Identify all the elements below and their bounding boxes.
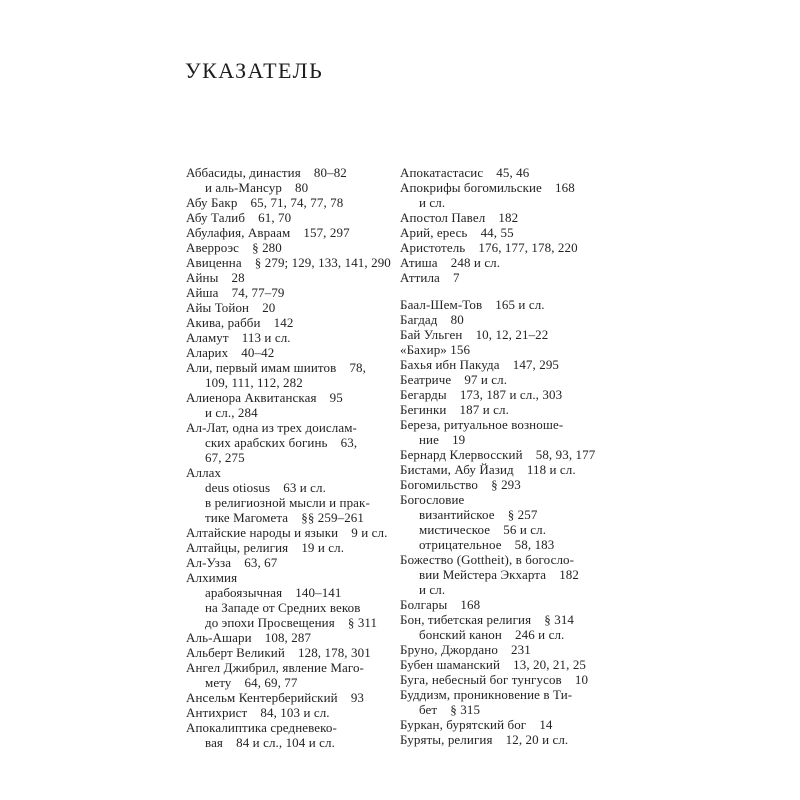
index-entry-line: арабоязычная 140–141 (205, 585, 342, 600)
index-entry-line: мистическое 56 и сл. (419, 522, 547, 537)
index-entry-line: Болгары 168 (400, 597, 481, 612)
index-entry-line: «Бахир» 156 (400, 342, 471, 357)
index-entry-line: отрицательное 58, 183 (419, 537, 555, 552)
index-entry-line: Айы Тойон 20 (186, 300, 276, 315)
index-entry-line: Беатриче 97 и сл. (400, 372, 508, 387)
index-entry-line: и сл., 284 (205, 405, 258, 420)
index-entry-line: Богомильство § 293 (400, 477, 521, 492)
page-title: УКАЗАТЕЛЬ (185, 58, 324, 83)
index-entry-line: и аль-Мансур 80 (205, 180, 309, 195)
index-entry-line: Богословие (400, 492, 465, 507)
index-entry-line: 109, 111, 112, 282 (205, 375, 303, 390)
index-entry-line: Абулафия, Авраам 157, 297 (186, 225, 350, 240)
index-entry-line: Аллах (186, 465, 222, 480)
index-entry-line: Ангел Джибрил, явление Маго- (186, 660, 364, 675)
index-entry-line: Антихрист 84, 103 и сл. (186, 705, 330, 720)
index-entry-line: Ансельм Кентерберийский 93 (186, 690, 365, 705)
index-entry-line: Ал-Узза 63, 67 (186, 555, 278, 570)
index-entry-line: Апостол Павел 182 (400, 210, 519, 225)
index-entry-line: и сл. (419, 195, 446, 210)
index-entry-line: Аларих 40–42 (186, 345, 275, 360)
index-entry-line: Аристотель 176, 177, 178, 220 (400, 240, 578, 255)
index-entry-line: бонский канон 246 и сл. (419, 627, 565, 642)
index-entry-line: Аламут 113 и сл. (186, 330, 291, 345)
index-entry-line: вии Мейстера Экхарта 182 (419, 567, 579, 582)
index-entry-line: 67, 275 (205, 450, 245, 465)
index-entry-line: Бон, тибетская религия § 314 (400, 612, 575, 627)
index-entry-line: ских арабских богинь 63, (205, 435, 358, 450)
index-entry-line: deus otiosus 63 и сл. (205, 480, 326, 495)
index-entry-line: Апокатастасис 45, 46 (400, 165, 530, 180)
index-entry-line: Апокрифы богомильские 168 (400, 180, 575, 195)
right-column (400, 165, 620, 747)
index-entry-line: Бегарды 173, 187 и сл., 303 (400, 387, 563, 402)
index-entry-line: на Западе от Средних веков (205, 600, 361, 615)
index-entry-line: Али, первый имам шиитов 78, (186, 360, 367, 375)
index-entry-line: Аббасиды, династия 80–82 (186, 165, 347, 180)
index-entry-line: Арий, ересь 44, 55 (400, 225, 514, 240)
index-entry-line: Айша 74, 77–79 (186, 285, 285, 300)
index-entry-line: бет § 315 (419, 702, 481, 717)
index-entry-line: Буга, небесный бог тунгусов 10 (400, 672, 589, 687)
index-entry-line: Абу Талиб 61, 70 (186, 210, 292, 225)
index-entry-line: вая 84 и сл., 104 и сл. (205, 735, 335, 750)
index-entry-line: и сл. (419, 582, 446, 597)
index-entry-line: Аттила 7 (400, 270, 460, 285)
index-entry-line: Бруно, Джордано 231 (400, 642, 531, 657)
index-entry-line: Буряты, религия 12, 20 и сл. (400, 732, 569, 747)
index-entry-line: мету 64, 69, 77 (205, 675, 298, 690)
index-entry-line: Авиценна § 279; 129, 133, 141, 290 (186, 255, 391, 270)
index-entry-line: Бубен шаманский 13, 20, 21, 25 (400, 657, 587, 672)
index-entry-line: Акива, рабби 142 (186, 315, 294, 330)
index-entry-line: Аверроэс § 280 (186, 240, 282, 255)
index-entry-line: Альберт Великий 128, 178, 301 (186, 645, 371, 660)
index-entry-line: Алтайские народы и языки 9 и сл. (186, 525, 388, 540)
index-entry-line: Аль-Ашари 108, 287 (186, 630, 312, 645)
index-entry-line: Буддизм, проникновение в Ти- (400, 687, 573, 702)
index-entry-line: в религиозной мысли и прак- (205, 495, 370, 510)
index-entry-line: до эпохи Просвещения § 311 (205, 615, 378, 630)
index-entry-line: тике Магомета §§ 259–261 (205, 510, 364, 525)
index-entry-line: Багдад 80 (400, 312, 464, 327)
index-entry-line: Атиша 248 и сл. (400, 255, 501, 270)
index-entry-line: Бистами, Абу Йазид 118 и сл. (400, 462, 576, 477)
index-entry-line: Буркан, бурятский бог 14 (400, 717, 553, 732)
index-entry-line: Апокалиптика средневеко- (186, 720, 337, 735)
index-entry-line: Бернард Клервосский 58, 93, 177 (400, 447, 596, 462)
index-entry-line: Ал-Лат, одна из трех доислам- (186, 420, 357, 435)
index-entry-line: Бахья ибн Пакуда 147, 295 (400, 357, 560, 372)
index-entry-line: византийское § 257 (419, 507, 538, 522)
index-entry-line: Бай Ульген 10, 12, 21–22 (400, 327, 549, 342)
index-entry-line: Бегинки 187 и сл. (400, 402, 509, 417)
index-entry-line: Алиенора Аквитанская 95 (186, 390, 343, 405)
index-entry-line: Абу Бакр 65, 71, 74, 77, 78 (186, 195, 344, 210)
index-entry-line: Алхимия (186, 570, 238, 585)
left-column (186, 165, 406, 750)
index-entry-line: Алтайцы, религия 19 и сл. (186, 540, 345, 555)
index-entry-line: Айны 28 (186, 270, 245, 285)
index-entry-line: Баал-Шем-Тов 165 и сл. (400, 297, 545, 312)
index-entry-line: Береза, ритуальное возноше- (400, 417, 564, 432)
index-blank-line (400, 285, 620, 297)
index-entry-line: Божество (Gottheit), в богосло- (400, 552, 575, 567)
index-entry-line: ние 19 (419, 432, 466, 447)
